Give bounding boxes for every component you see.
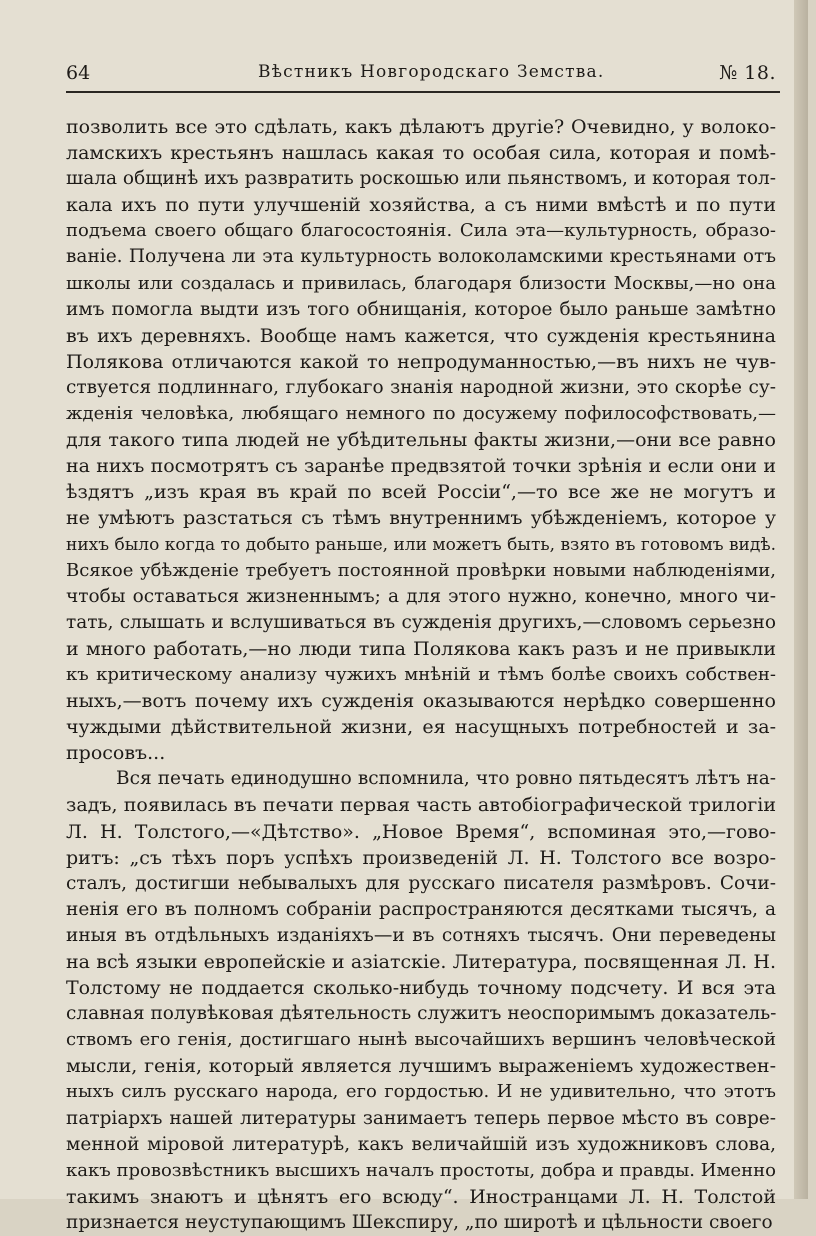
text-line: какъ провозвѣстникъ высшихъ началъ простоты, добра и правды. Именно [66, 1159, 776, 1181]
text-line: позволить все это сдѣлать, какъ дѣлаютъ другіе? Очевидно, у волоко- [66, 116, 776, 138]
text-line: Вся печать единодушно вспомнила, что ровно пятьдесятъ лѣтъ на- [116, 768, 776, 790]
text-line: мысли, генія, который является лучшимъ выраженіемъ художествен- [66, 1055, 776, 1078]
text-line: такимъ знаютъ и цѣнятъ его всюду“. Иностранцами Л. Н. Толстой [66, 1185, 776, 1208]
text-line: чуждыми дѣйствительной жизни, ея насущныхъ потребностей и за- [66, 716, 776, 739]
text-line: для такого типа людей не убѣдительны факты жизни,—они все равно [66, 429, 776, 452]
text-line: ненія его въ полномъ собраніи распространяются десятками тысячъ, а [66, 898, 776, 920]
text-line: менной міровой литературѣ, какъ величайшій изъ художниковъ слова, [66, 1133, 776, 1155]
text-line: въ ихъ деревняхъ. Вообще намъ кажется, что сужденія крестьянина [66, 324, 776, 347]
text-line: тать, слышать и вслушиваться въ сужденія другихъ,—словомъ серьезно [66, 611, 776, 633]
text-line: задъ, появилась въ печати первая часть автобіографической трилогіи [66, 794, 776, 817]
text-line: иныя въ отдѣльныхъ изданіяхъ—и въ сотняхъ тысячъ. Они переведены [66, 924, 776, 946]
text-line: Л. Н. Толстого,—«Дѣтство». „Новое Время“, вспоминая это,—гово- [66, 820, 776, 843]
text-line: ствуется подлиннаго, глубокаго знанія народной жизни, это скорѣе су- [66, 376, 776, 398]
paragraph-1 [66, 114, 776, 766]
text-line: ствомъ его генія, достигшаго нынѣ высочайшихъ вершинъ человѣческой [66, 1029, 776, 1051]
text-line: чтобы оставаться жизненнымъ; а для этого нужно, конечно, много чи- [66, 585, 776, 607]
page-number: 64 [66, 62, 91, 84]
text-line: кала ихъ по пути улучшеній хозяйства, а съ ними вмѣстѣ и по пути [66, 194, 776, 217]
text-line: признается неуступающимъ Шекспиру, „по широтѣ и цѣльности своего [66, 1211, 773, 1233]
text-line: школы или создалась и привилась, благодаря близости Москвы,—но она [66, 272, 776, 294]
text-line: ѣздятъ „изъ края въ край по всей Россіи“,—то все же не могутъ и [66, 481, 776, 504]
text-line: имъ помогла выдти изъ того обнищанія, которое было раньше замѣтно [66, 298, 776, 320]
page-edge-shadow [794, 0, 808, 1199]
article-body [66, 114, 776, 1236]
text-line: Всякое убѣжденіе требуетъ постоянной провѣрки новыми наблюденіями, [66, 559, 776, 581]
text-line: патріархъ нашей литературы занимаетъ теперь первое мѣсто въ совре- [66, 1107, 776, 1129]
text-line: Толстому не поддается сколько-нибудь точному подсчету. И вся эта [66, 977, 776, 1000]
text-line: ныхъ силъ русскаго народа, его гордостью. И не удивительно, что этотъ [66, 1081, 776, 1103]
journal-title: Вѣстникъ Новгородскаго Земства. [258, 62, 605, 82]
issue-number: № 18. [719, 62, 776, 84]
text-line: ваніе. Получена ли эта культурность волоколамскими крестьянами отъ [66, 246, 776, 268]
running-header [66, 58, 780, 88]
text-line: къ критическому анализу чужихъ мнѣній и тѣмъ болѣе своихъ собствен- [66, 663, 776, 685]
text-line: на всѣ языки европейскіе и азіатскіе. Литература, посвященная Л. Н. [66, 951, 776, 973]
header-rule [66, 91, 780, 93]
text-line: сталъ, достигши небывалыхъ для русскаго писателя размѣровъ. Сочи- [66, 872, 776, 894]
paragraph-2 [66, 766, 776, 1236]
text-line: Полякова отличаются какой то непродуманностью,—въ нихъ не чув- [66, 350, 776, 373]
text-line: жденія человѣка, любящаго немного по досужему пофилософствовать,— [66, 403, 776, 425]
text-line: подъема своего общаго благосостоянія. Сила эта—культурность, образо- [66, 220, 776, 242]
text-line: нихъ было когда то добыто раньше, или можетъ быть, взято въ готовомъ видѣ. [66, 534, 776, 555]
text-line: на нихъ посмотрятъ съ заранѣе предвзятой точки зрѣнія и если они и [66, 455, 776, 478]
text-line: просовъ... [66, 742, 166, 765]
text-line: и много работать,—но люди типа Полякова какъ разъ и не привыкли [66, 637, 776, 660]
text-line: ритъ: „съ тѣхъ поръ успѣхъ произведеній Л. Н. Толстого все возро- [66, 846, 776, 869]
text-line: шала общинѣ ихъ развратить роскошью или пьянствомъ, и которая тол- [66, 168, 776, 190]
text-line: славная полувѣковая дѣятельность служитъ неоспоримымъ доказатель- [66, 1003, 776, 1025]
text-line: ламскихъ крестьянъ нашлась какая то особая сила, которая и помѣ- [66, 142, 776, 165]
text-line: не умѣютъ разстаться съ тѣмъ внутреннимъ убѣжденіемъ, которое у [66, 507, 776, 530]
text-line: ныхъ,—вотъ почему ихъ сужденія оказываются нерѣдко совершенно [66, 690, 776, 713]
